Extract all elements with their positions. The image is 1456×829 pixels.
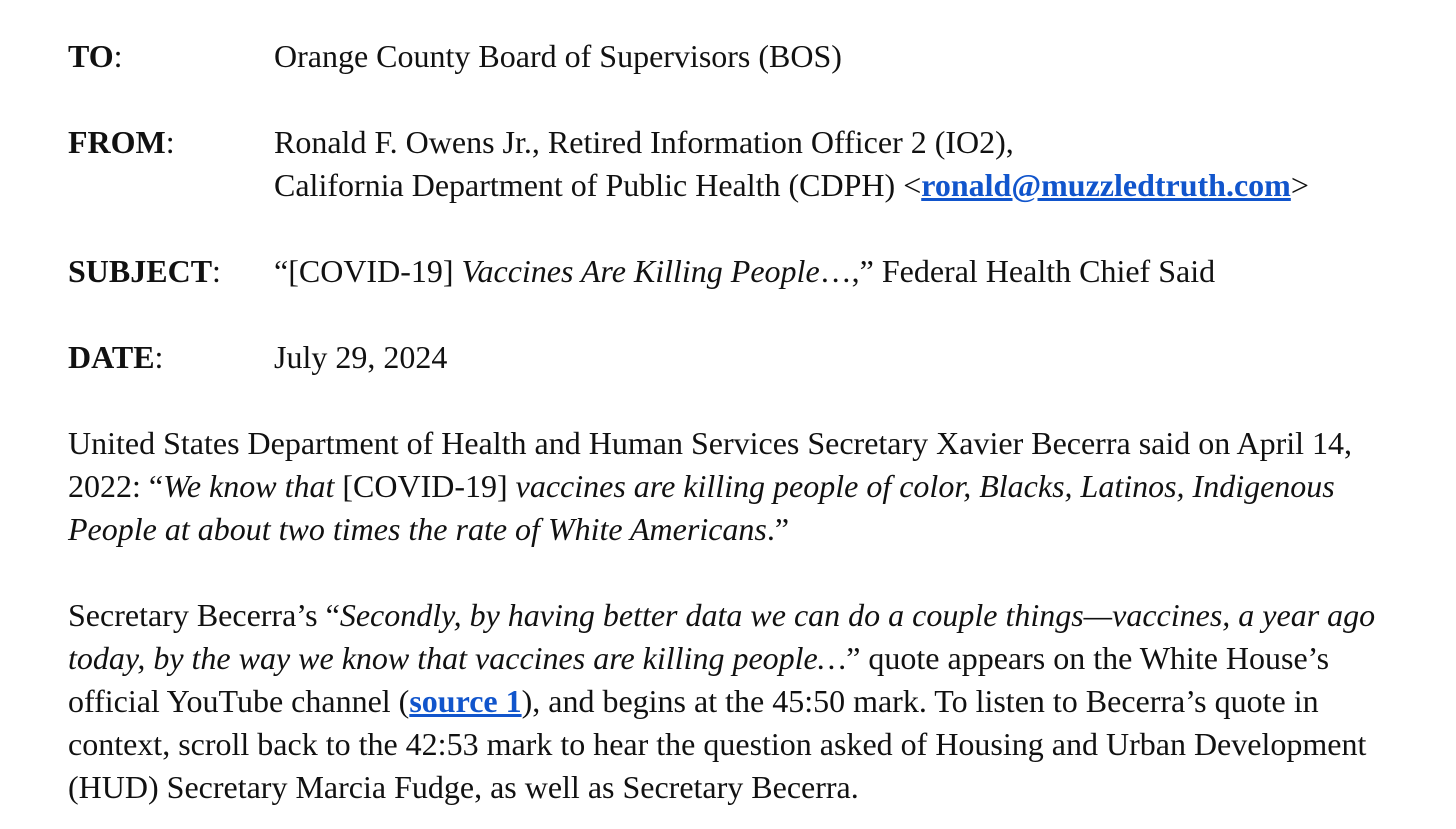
memo-date-label	[68, 336, 274, 379]
memo-subject-row	[68, 250, 1416, 293]
source-1-link[interactable]: source 1	[409, 683, 522, 719]
p2-part-2: ” quote appears on the White House’s official YouTube channel (	[68, 640, 1330, 719]
date-label-text: DATE	[68, 339, 155, 375]
memo-date-value: July 29, 2024	[274, 339, 448, 375]
from-colon: :	[165, 124, 175, 160]
memo-to-value: Orange County Board of Supervisors (BOS)	[274, 38, 842, 74]
p2-part-1: Secretary Becerra’s “	[68, 597, 340, 633]
p1-part-2: [COVID-19]	[334, 468, 516, 504]
memo-subject-label	[68, 250, 274, 293]
to-label-text: TO	[68, 38, 114, 74]
from-line-2-prefix: California Department of Public Health (CDPH) <	[274, 167, 922, 203]
subject-label-text: SUBJECT	[68, 253, 213, 289]
to-colon: :	[113, 38, 123, 74]
p1-part-3: .”	[766, 511, 790, 547]
from-line-1: Ronald F. Owens Jr., Retired Information Officer 2 (IO2),	[274, 124, 1014, 160]
body-paragraph-2	[68, 594, 1428, 809]
memo-subject-value	[274, 250, 1416, 293]
subject-quote-close: …,” Federal Health Chief Said	[819, 253, 1216, 289]
from-label-text: FROM	[68, 124, 166, 160]
memo-to-row	[68, 35, 1416, 78]
subject-quote-open: “[COVID-19]	[274, 253, 462, 289]
email-link[interactable]: ronald@muzzledtruth.com	[921, 167, 1291, 203]
memo-from-label	[68, 121, 274, 207]
subject-quote-italic: Vaccines Are Killing People	[461, 253, 820, 289]
memo-from-row	[68, 121, 1416, 207]
memo-from-value	[274, 121, 1416, 207]
p1-italic-1: We know that	[163, 468, 335, 504]
date-colon: :	[154, 339, 164, 375]
memo-date-row	[68, 336, 1416, 379]
subject-colon: :	[212, 253, 221, 289]
p2-italic-1: Secondly, by having better data we can do a couple things—vaccines, a year ago today, by the way we know that vaccines are killing people…	[68, 597, 1376, 676]
from-line-2-suffix: >	[1290, 167, 1309, 203]
p1-italic-2: vaccines are killing people of color, Blacks, Latinos, Indigenous People at about two times the rate of White Americans	[68, 468, 1335, 547]
from-line-2	[274, 164, 1416, 207]
p2-part-3: ), and begins at the 45:50 mark. To listen to Becerra’s quote in context, scroll back to the 42:53 mark to hear the question asked of Housing and Urban Development (HUD) Secretary Marcia Fudge, as well as Secretary Becerra.	[68, 683, 1367, 805]
memo-to-label	[68, 35, 274, 78]
p1-part-1: United States Department of Health and Human Services Secretary Xavier Becerra said on April 14, 2022: “	[68, 425, 1353, 504]
body-paragraph-1	[68, 422, 1428, 551]
